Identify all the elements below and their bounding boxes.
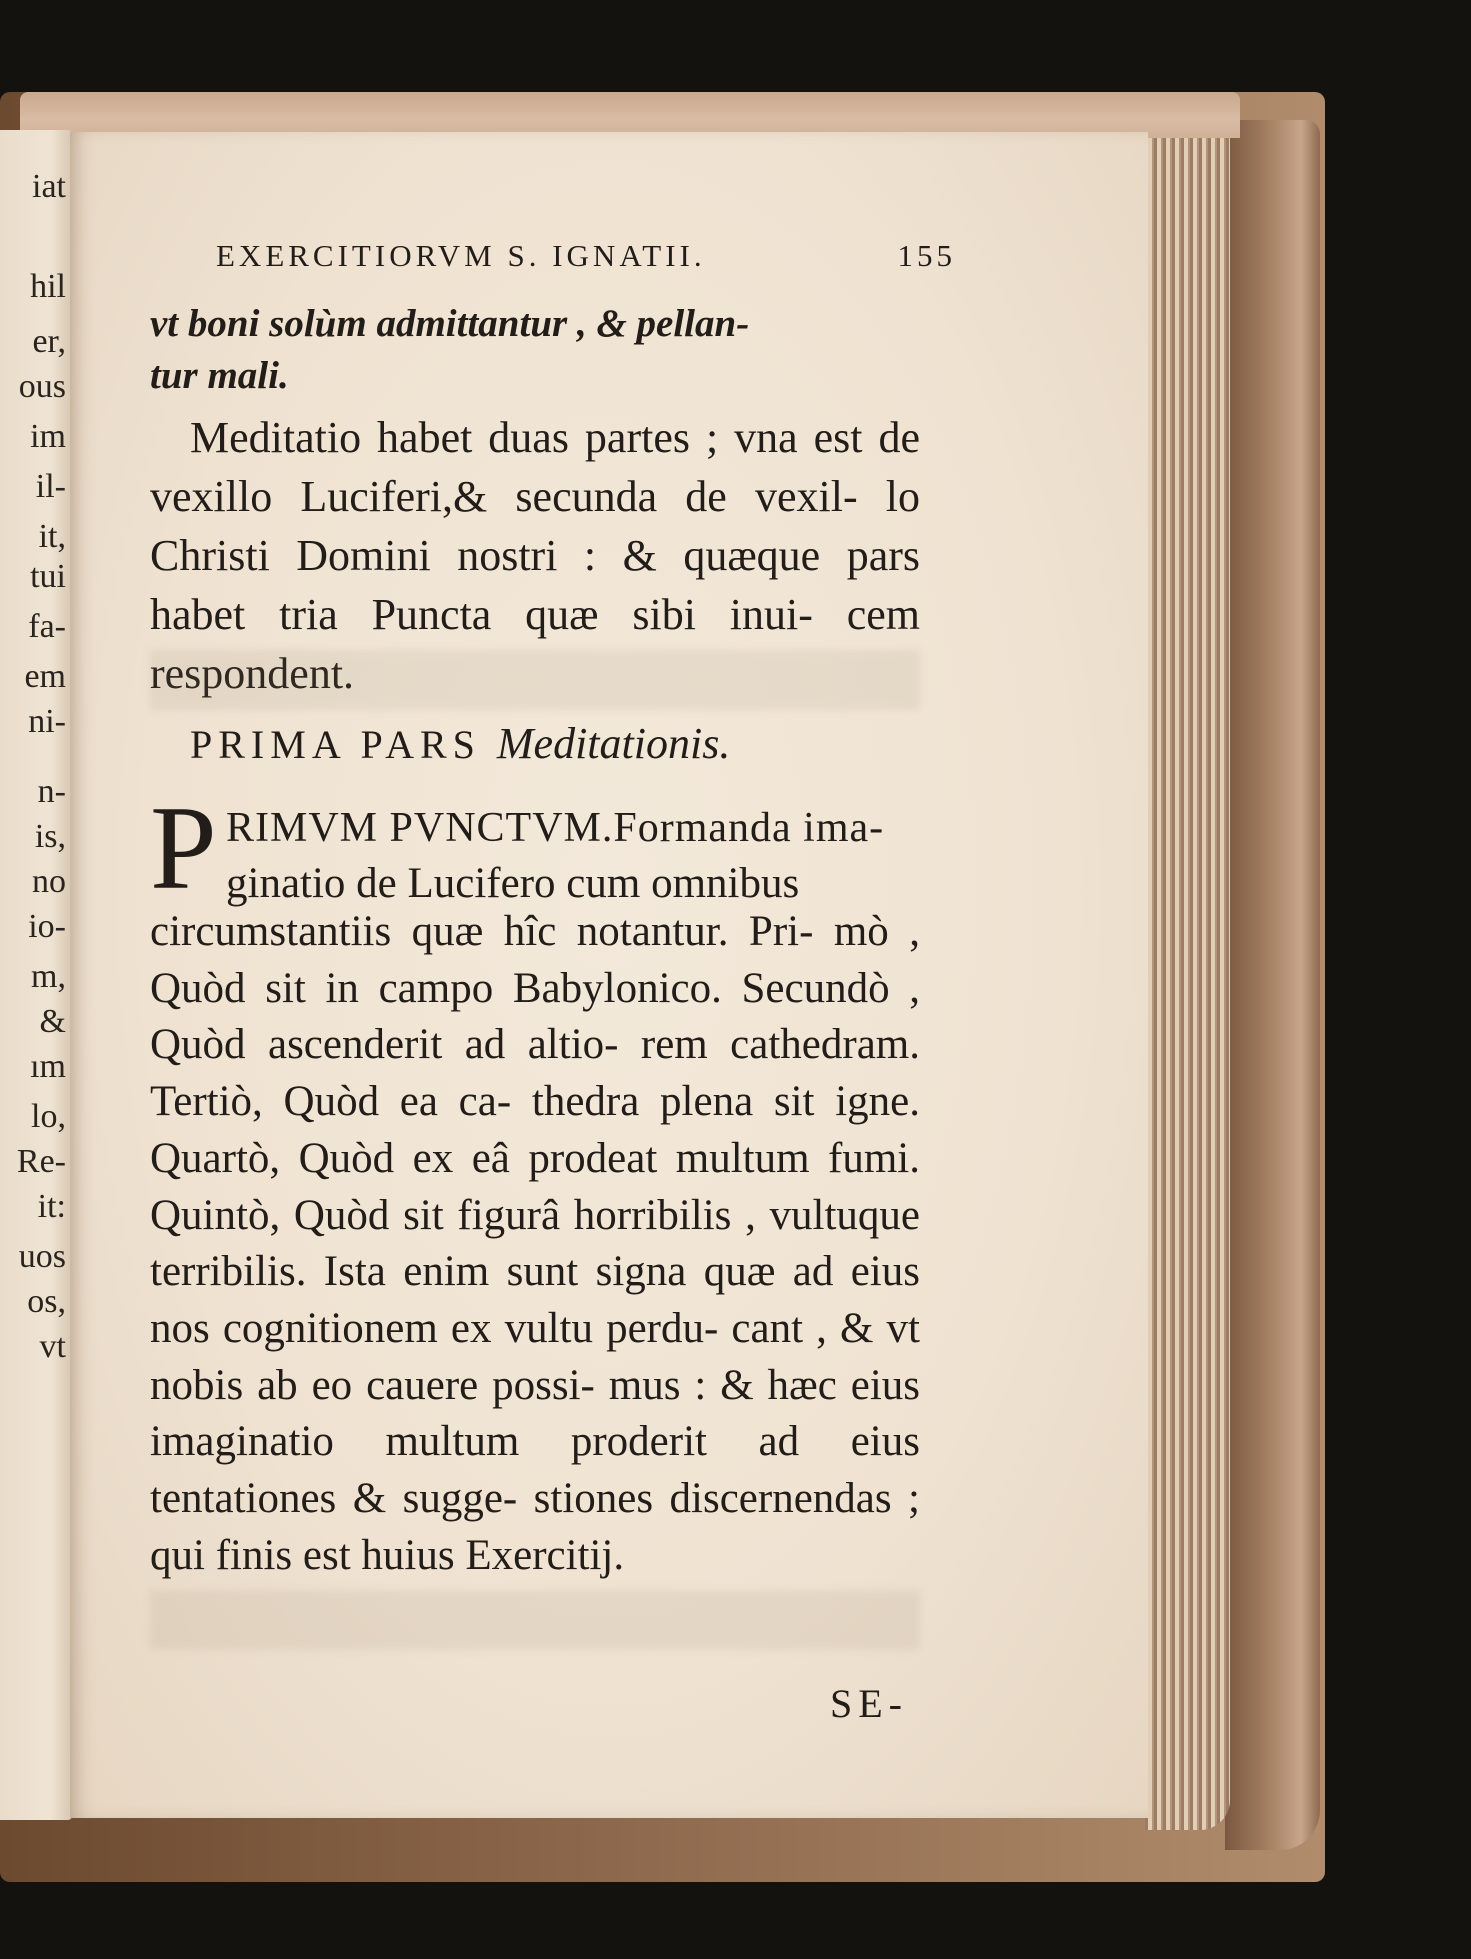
left-page-fragment: iat — [32, 168, 66, 205]
paragraph-second-line: ginatio de Lucifero cum omnibus — [226, 860, 800, 907]
show-through — [150, 650, 920, 710]
left-page-fragment: im — [30, 418, 66, 455]
page-fore-edge — [1145, 130, 1230, 1830]
drop-cap: P — [150, 781, 217, 914]
running-title: EXERCITIORVM S. IGNATII. — [216, 238, 706, 273]
catchword: SE- — [830, 1681, 908, 1726]
cover-edge — [1225, 120, 1320, 1850]
left-page-fragment: io- — [28, 908, 66, 945]
left-page-fragment: m, — [31, 958, 66, 995]
section-heading — [190, 718, 930, 769]
italic-line: tur mali. — [150, 354, 289, 397]
left-page-fragment: uos — [18, 1238, 66, 1275]
paragraph-body: circumstantiis quæ hîc notantur. Pri- mò , Quòd sit in campo Babylonico. Secundò , Quòd ascenderit ad altio- rem cathedram. Tertiò, Quòd ea ca- thedra plena sit igne. Quartò, Quòd ex eâ prodeat multum fumi. Quintò, Quòd sit figurâ horribilis , vultuque terribilis. Ista enim sunt signa quæ ad eius nos cognitionem ex vultu perdu- cant , & vt nobis ab eo cauere possi- mus : & hæc eius imaginatio multum proderit ad eius tentationes & sugge- stiones discernendas ; qui finis est huius Exercitij. — [150, 908, 920, 1579]
italic-continuation — [150, 298, 920, 402]
left-page-fragment: it: — [37, 1188, 66, 1225]
left-page-fragment: os, — [27, 1283, 66, 1320]
left-page-fragment: ous — [18, 368, 66, 405]
left-page-fragment: it, — [38, 518, 66, 555]
left-page-fragment: er, — [32, 323, 66, 360]
page-number: 155 — [897, 238, 956, 273]
left-page-fragment: is, — [34, 818, 66, 855]
section-heading-caps: PRIMA PARS — [190, 722, 481, 767]
left-page-fragment: no — [32, 863, 66, 900]
left-page-fragment: ım — [30, 1048, 66, 1085]
left-page-fragment: hil — [30, 268, 66, 305]
show-through — [150, 1590, 920, 1650]
left-page-fragment: n- — [37, 773, 66, 810]
left-page-fragment: lo, — [31, 1098, 66, 1135]
left-page-fragment: & — [39, 1003, 66, 1040]
italic-line: vt boni solùm admittantur , & pellan- — [150, 302, 750, 345]
left-page-fragment: fa- — [28, 608, 66, 645]
left-page-fragment: em — [24, 658, 66, 695]
section-heading-italic: Meditationis. — [496, 719, 731, 768]
paragraph-first-line: RIMVM PVNCTVM.Formanda ima- — [226, 805, 885, 851]
paragraph-intro: Meditatio habet duas partes ; vna est de vexillo Luciferi,& secunda de vexil- lo Christi Domini nostri : & quæque pars habet tria Puncta quæ sibi inui- cem respondent. — [150, 413, 920, 698]
left-page-fragment: il- — [35, 468, 66, 505]
left-page-fragment: Re- — [16, 1143, 66, 1180]
running-header — [216, 238, 956, 274]
left-page-fragment: tui — [30, 558, 66, 595]
left-page — [0, 130, 72, 1820]
left-page-fragment: vt — [39, 1328, 66, 1365]
left-page-fragment: ni- — [28, 703, 66, 740]
